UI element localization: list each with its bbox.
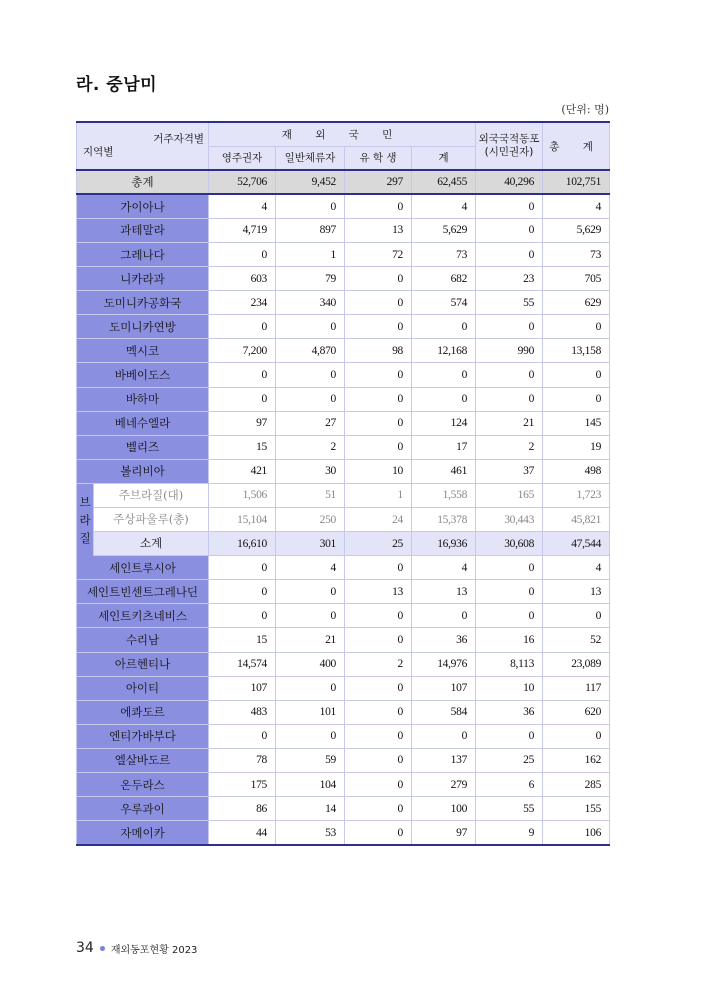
table-row	[77, 387, 610, 411]
table-cell: 107	[412, 676, 476, 700]
table-cell: 0	[543, 363, 610, 387]
table-cell: 0	[209, 724, 276, 748]
table-cell: 101	[276, 700, 345, 724]
table-cell: 23	[476, 267, 543, 291]
table-cell: 23,089	[543, 652, 610, 676]
table-cell: 5,629	[543, 218, 610, 242]
table-cell: 9	[476, 821, 543, 845]
table-cell: 37	[476, 459, 543, 483]
table-cell: 0	[276, 724, 345, 748]
table-cell: 47,544	[543, 532, 610, 556]
row-label: 그레나다	[77, 242, 209, 266]
table-cell: 25	[476, 748, 543, 772]
table-cell: 100	[412, 797, 476, 821]
header-corner-cell	[77, 122, 209, 170]
table-cell: 0	[276, 580, 345, 604]
row-label: 바하마	[77, 387, 209, 411]
table-cell: 400	[276, 652, 345, 676]
row-label: 세인트루시아	[77, 556, 209, 580]
row-label: 온두라스	[77, 773, 209, 797]
table-cell: 21	[476, 411, 543, 435]
table-cell: 8,113	[476, 652, 543, 676]
table-cell: 79	[276, 267, 345, 291]
table-row	[77, 242, 610, 266]
table-cell: 52	[543, 628, 610, 652]
table-cell: 62,455	[412, 170, 476, 194]
table-cell: 0	[543, 315, 610, 339]
row-label: 볼리비아	[77, 459, 209, 483]
table-cell: 897	[276, 218, 345, 242]
brazil-label-char: 질	[79, 531, 91, 546]
table-cell: 17	[412, 435, 476, 459]
table-cell: 1,558	[412, 483, 476, 507]
table-row	[77, 459, 610, 483]
row-label: 아르헨티나	[77, 652, 209, 676]
table-cell: 0	[276, 194, 345, 218]
table-cell: 0	[209, 242, 276, 266]
table-row	[77, 628, 610, 652]
table-cell: 14,976	[412, 652, 476, 676]
table-cell: 106	[543, 821, 610, 845]
table-row	[77, 194, 610, 218]
table-cell: 0	[412, 724, 476, 748]
header-col: 일반체류자	[276, 146, 345, 170]
table-row	[77, 339, 610, 363]
row-label: 주상파울루(총)	[113, 512, 189, 526]
table-cell: 0	[209, 387, 276, 411]
row-label: 과테말라	[77, 218, 209, 242]
table-cell: 2	[276, 435, 345, 459]
table-cell: 0	[345, 700, 412, 724]
table-cell: 107	[209, 676, 276, 700]
header-foreign-line2: (시민권자)	[484, 146, 534, 159]
row-label: 엔티가바부다	[77, 724, 209, 748]
table-cell: 13	[345, 580, 412, 604]
table-cell: 498	[543, 459, 610, 483]
table-cell: 16,610	[209, 532, 276, 556]
table-cell: 0	[345, 291, 412, 315]
row-label: 우루과이	[77, 797, 209, 821]
table-cell: 15,378	[412, 508, 476, 532]
table-cell: 0	[476, 315, 543, 339]
table-cell: 2	[345, 652, 412, 676]
row-label: 소계	[139, 536, 163, 551]
header-foreign-nationality	[476, 122, 543, 170]
table-cell: 0	[412, 387, 476, 411]
table-cell: 15	[209, 628, 276, 652]
table-cell: 0	[209, 580, 276, 604]
header-col: 계	[412, 146, 476, 170]
table-cell: 279	[412, 773, 476, 797]
table-cell: 0	[209, 556, 276, 580]
table-cell: 0	[476, 218, 543, 242]
table-cell: 97	[412, 821, 476, 845]
table-cell: 4,870	[276, 339, 345, 363]
table-cell: 0	[345, 773, 412, 797]
table-cell: 4,719	[209, 218, 276, 242]
table-cell: 51	[276, 483, 345, 507]
brazil-label-char: 브	[79, 495, 91, 510]
table-cell: 0	[412, 315, 476, 339]
table-cell: 13	[412, 580, 476, 604]
brazil-name-cell	[77, 508, 209, 532]
table-cell: 165	[476, 483, 543, 507]
table-cell: 0	[276, 315, 345, 339]
table-cell: 15,104	[209, 508, 276, 532]
table-cell: 0	[276, 363, 345, 387]
row-label: 수리남	[77, 628, 209, 652]
table-cell: 574	[412, 291, 476, 315]
table-cell: 0	[345, 435, 412, 459]
table-row	[77, 700, 610, 724]
table-cell: 27	[276, 411, 345, 435]
table-cell: 30,608	[476, 532, 543, 556]
table-cell: 4	[412, 556, 476, 580]
table-cell: 4	[209, 194, 276, 218]
table-cell: 25	[345, 532, 412, 556]
table-row	[77, 724, 610, 748]
table-cell: 45,821	[543, 508, 610, 532]
table-cell: 24	[345, 508, 412, 532]
table-cell: 53	[276, 821, 345, 845]
table-cell: 301	[276, 532, 345, 556]
table-cell: 44	[209, 821, 276, 845]
table-cell: 155	[543, 797, 610, 821]
table-cell: 55	[476, 797, 543, 821]
header-corner-bottom: 지역별	[83, 146, 114, 159]
table-cell: 0	[476, 387, 543, 411]
header-col: 영주권자	[209, 146, 276, 170]
table-cell: 0	[476, 242, 543, 266]
table-cell: 97	[209, 411, 276, 435]
table-row	[77, 652, 610, 676]
table-cell: 98	[345, 339, 412, 363]
table-cell: 1	[345, 483, 412, 507]
table-cell: 19	[543, 435, 610, 459]
table-cell: 705	[543, 267, 610, 291]
row-label: 벨리즈	[77, 435, 209, 459]
header-foreign-line1: 외국국적동포	[478, 133, 540, 146]
table-row	[77, 411, 610, 435]
total-row	[77, 170, 610, 194]
table-cell: 483	[209, 700, 276, 724]
table-cell: 7,200	[209, 339, 276, 363]
table-row	[77, 773, 610, 797]
table-cell: 55	[476, 291, 543, 315]
header-corner-top: 거주자격별	[153, 133, 204, 145]
table-cell: 4	[412, 194, 476, 218]
table-cell: 15	[209, 435, 276, 459]
header-grand-total: 총 계	[543, 122, 610, 170]
table-row	[77, 676, 610, 700]
table-cell: 603	[209, 267, 276, 291]
table-cell: 0	[543, 724, 610, 748]
table-cell: 117	[543, 676, 610, 700]
table-cell: 0	[345, 267, 412, 291]
row-label: 에콰도르	[77, 700, 209, 724]
table-cell: 36	[412, 628, 476, 652]
table-cell: 1	[276, 242, 345, 266]
row-label: 아이티	[77, 676, 209, 700]
table-cell: 0	[476, 363, 543, 387]
table-cell: 1,723	[543, 483, 610, 507]
table-cell: 0	[345, 604, 412, 628]
brazil-group-label	[77, 484, 94, 556]
row-label: 도미니카공화국	[77, 291, 209, 315]
table-cell: 10	[345, 459, 412, 483]
table-cell: 1,506	[209, 483, 276, 507]
table-cell: 4	[276, 556, 345, 580]
table-cell: 73	[412, 242, 476, 266]
table-cell: 40,296	[476, 170, 543, 194]
table-cell: 629	[543, 291, 610, 315]
table-cell: 0	[345, 724, 412, 748]
table-cell: 990	[476, 339, 543, 363]
table-cell: 0	[476, 556, 543, 580]
table-cell: 162	[543, 748, 610, 772]
table-cell: 14,574	[209, 652, 276, 676]
table-cell: 285	[543, 773, 610, 797]
table-cell: 0	[276, 387, 345, 411]
row-label: 도미니카연방	[77, 315, 209, 339]
table-cell: 0	[345, 387, 412, 411]
table-cell: 0	[476, 580, 543, 604]
table-cell: 145	[543, 411, 610, 435]
table-cell: 78	[209, 748, 276, 772]
table-cell: 234	[209, 291, 276, 315]
table-cell: 0	[345, 363, 412, 387]
table-row	[77, 315, 610, 339]
table-cell: 0	[345, 194, 412, 218]
table-cell: 0	[412, 363, 476, 387]
table-cell: 30	[276, 459, 345, 483]
table-cell: 250	[276, 508, 345, 532]
table-cell: 9,452	[276, 170, 345, 194]
brazil-subtotal-row	[77, 532, 610, 556]
table-cell: 0	[543, 387, 610, 411]
table-cell: 0	[209, 315, 276, 339]
row-label: 엘살바도르	[77, 748, 209, 772]
table-cell: 73	[543, 242, 610, 266]
table-row	[77, 267, 610, 291]
table-cell: 0	[476, 604, 543, 628]
table-cell: 13,158	[543, 339, 610, 363]
table-cell: 620	[543, 700, 610, 724]
table-cell: 4	[543, 194, 610, 218]
unit-label: (단위: 명)	[561, 103, 609, 116]
table-row	[77, 363, 610, 387]
table-cell: 0	[209, 363, 276, 387]
table-cell: 0	[345, 556, 412, 580]
table-cell: 86	[209, 797, 276, 821]
header-col: 유 학 생	[345, 146, 412, 170]
table-cell: 0	[345, 676, 412, 700]
row-label: 바베이도스	[77, 363, 209, 387]
table-cell: 124	[412, 411, 476, 435]
page-footer	[76, 940, 197, 956]
table-cell: 10	[476, 676, 543, 700]
table-cell: 72	[345, 242, 412, 266]
table-cell: 0	[276, 604, 345, 628]
table-cell: 0	[345, 797, 412, 821]
brazil-sub-row	[77, 483, 610, 507]
table-row	[77, 797, 610, 821]
row-label: 총계	[77, 170, 209, 194]
row-label: 자메이카	[77, 821, 209, 845]
table-row	[77, 580, 610, 604]
table-cell: 2	[476, 435, 543, 459]
table-cell: 16	[476, 628, 543, 652]
row-label: 베네수엘라	[77, 411, 209, 435]
table-cell: 4	[543, 556, 610, 580]
table-cell: 297	[345, 170, 412, 194]
table-cell: 13	[543, 580, 610, 604]
row-label: 주브라질(대)	[118, 487, 184, 502]
table-cell: 16,936	[412, 532, 476, 556]
page-number: 34	[76, 940, 94, 956]
brazil-name-cell	[77, 532, 209, 556]
table-cell: 6	[476, 773, 543, 797]
table-cell: 584	[412, 700, 476, 724]
header-group-overseas-nationals: 재 외 국 민	[209, 122, 476, 146]
table-cell: 102,751	[543, 170, 610, 194]
table-cell: 13	[345, 218, 412, 242]
table-row	[77, 821, 610, 845]
table-cell: 421	[209, 459, 276, 483]
table-cell: 0	[345, 315, 412, 339]
table-row	[77, 748, 610, 772]
row-label: 멕시코	[77, 339, 209, 363]
table-cell: 5,629	[412, 218, 476, 242]
table-cell: 0	[209, 604, 276, 628]
publication-title: 재외동포현황 2023	[110, 944, 198, 956]
table-cell: 12,168	[412, 339, 476, 363]
statistics-table	[76, 121, 610, 846]
table-cell: 340	[276, 291, 345, 315]
table-cell: 59	[276, 748, 345, 772]
table-row	[77, 604, 610, 628]
table-cell: 21	[276, 628, 345, 652]
table-cell: 0	[345, 748, 412, 772]
row-label: 세인트빈센트그레나딘	[77, 580, 209, 604]
table-cell: 36	[476, 700, 543, 724]
table-cell: 0	[543, 604, 610, 628]
table-cell: 104	[276, 773, 345, 797]
row-label: 가이아나	[77, 194, 209, 218]
bullet-icon	[100, 946, 105, 951]
table-row	[77, 556, 610, 580]
row-label: 니카라과	[77, 267, 209, 291]
table-row	[77, 218, 610, 242]
table-row	[77, 435, 610, 459]
table-cell: 0	[276, 676, 345, 700]
brazil-sub-row	[77, 508, 610, 532]
table-cell: 52,706	[209, 170, 276, 194]
table-cell: 0	[345, 411, 412, 435]
table-cell: 30,443	[476, 508, 543, 532]
table-cell: 461	[412, 459, 476, 483]
table-cell: 0	[476, 724, 543, 748]
table-cell: 175	[209, 773, 276, 797]
table-cell: 0	[345, 821, 412, 845]
table-cell: 0	[345, 628, 412, 652]
table-cell: 14	[276, 797, 345, 821]
table-row	[77, 291, 610, 315]
table-cell: 137	[412, 748, 476, 772]
section-title: 라. 중남미	[76, 75, 158, 95]
table-cell: 682	[412, 267, 476, 291]
table-cell: 0	[412, 604, 476, 628]
brazil-label-char: 라	[79, 513, 91, 528]
table-cell: 0	[476, 194, 543, 218]
row-label: 세인트키츠네비스	[77, 604, 209, 628]
